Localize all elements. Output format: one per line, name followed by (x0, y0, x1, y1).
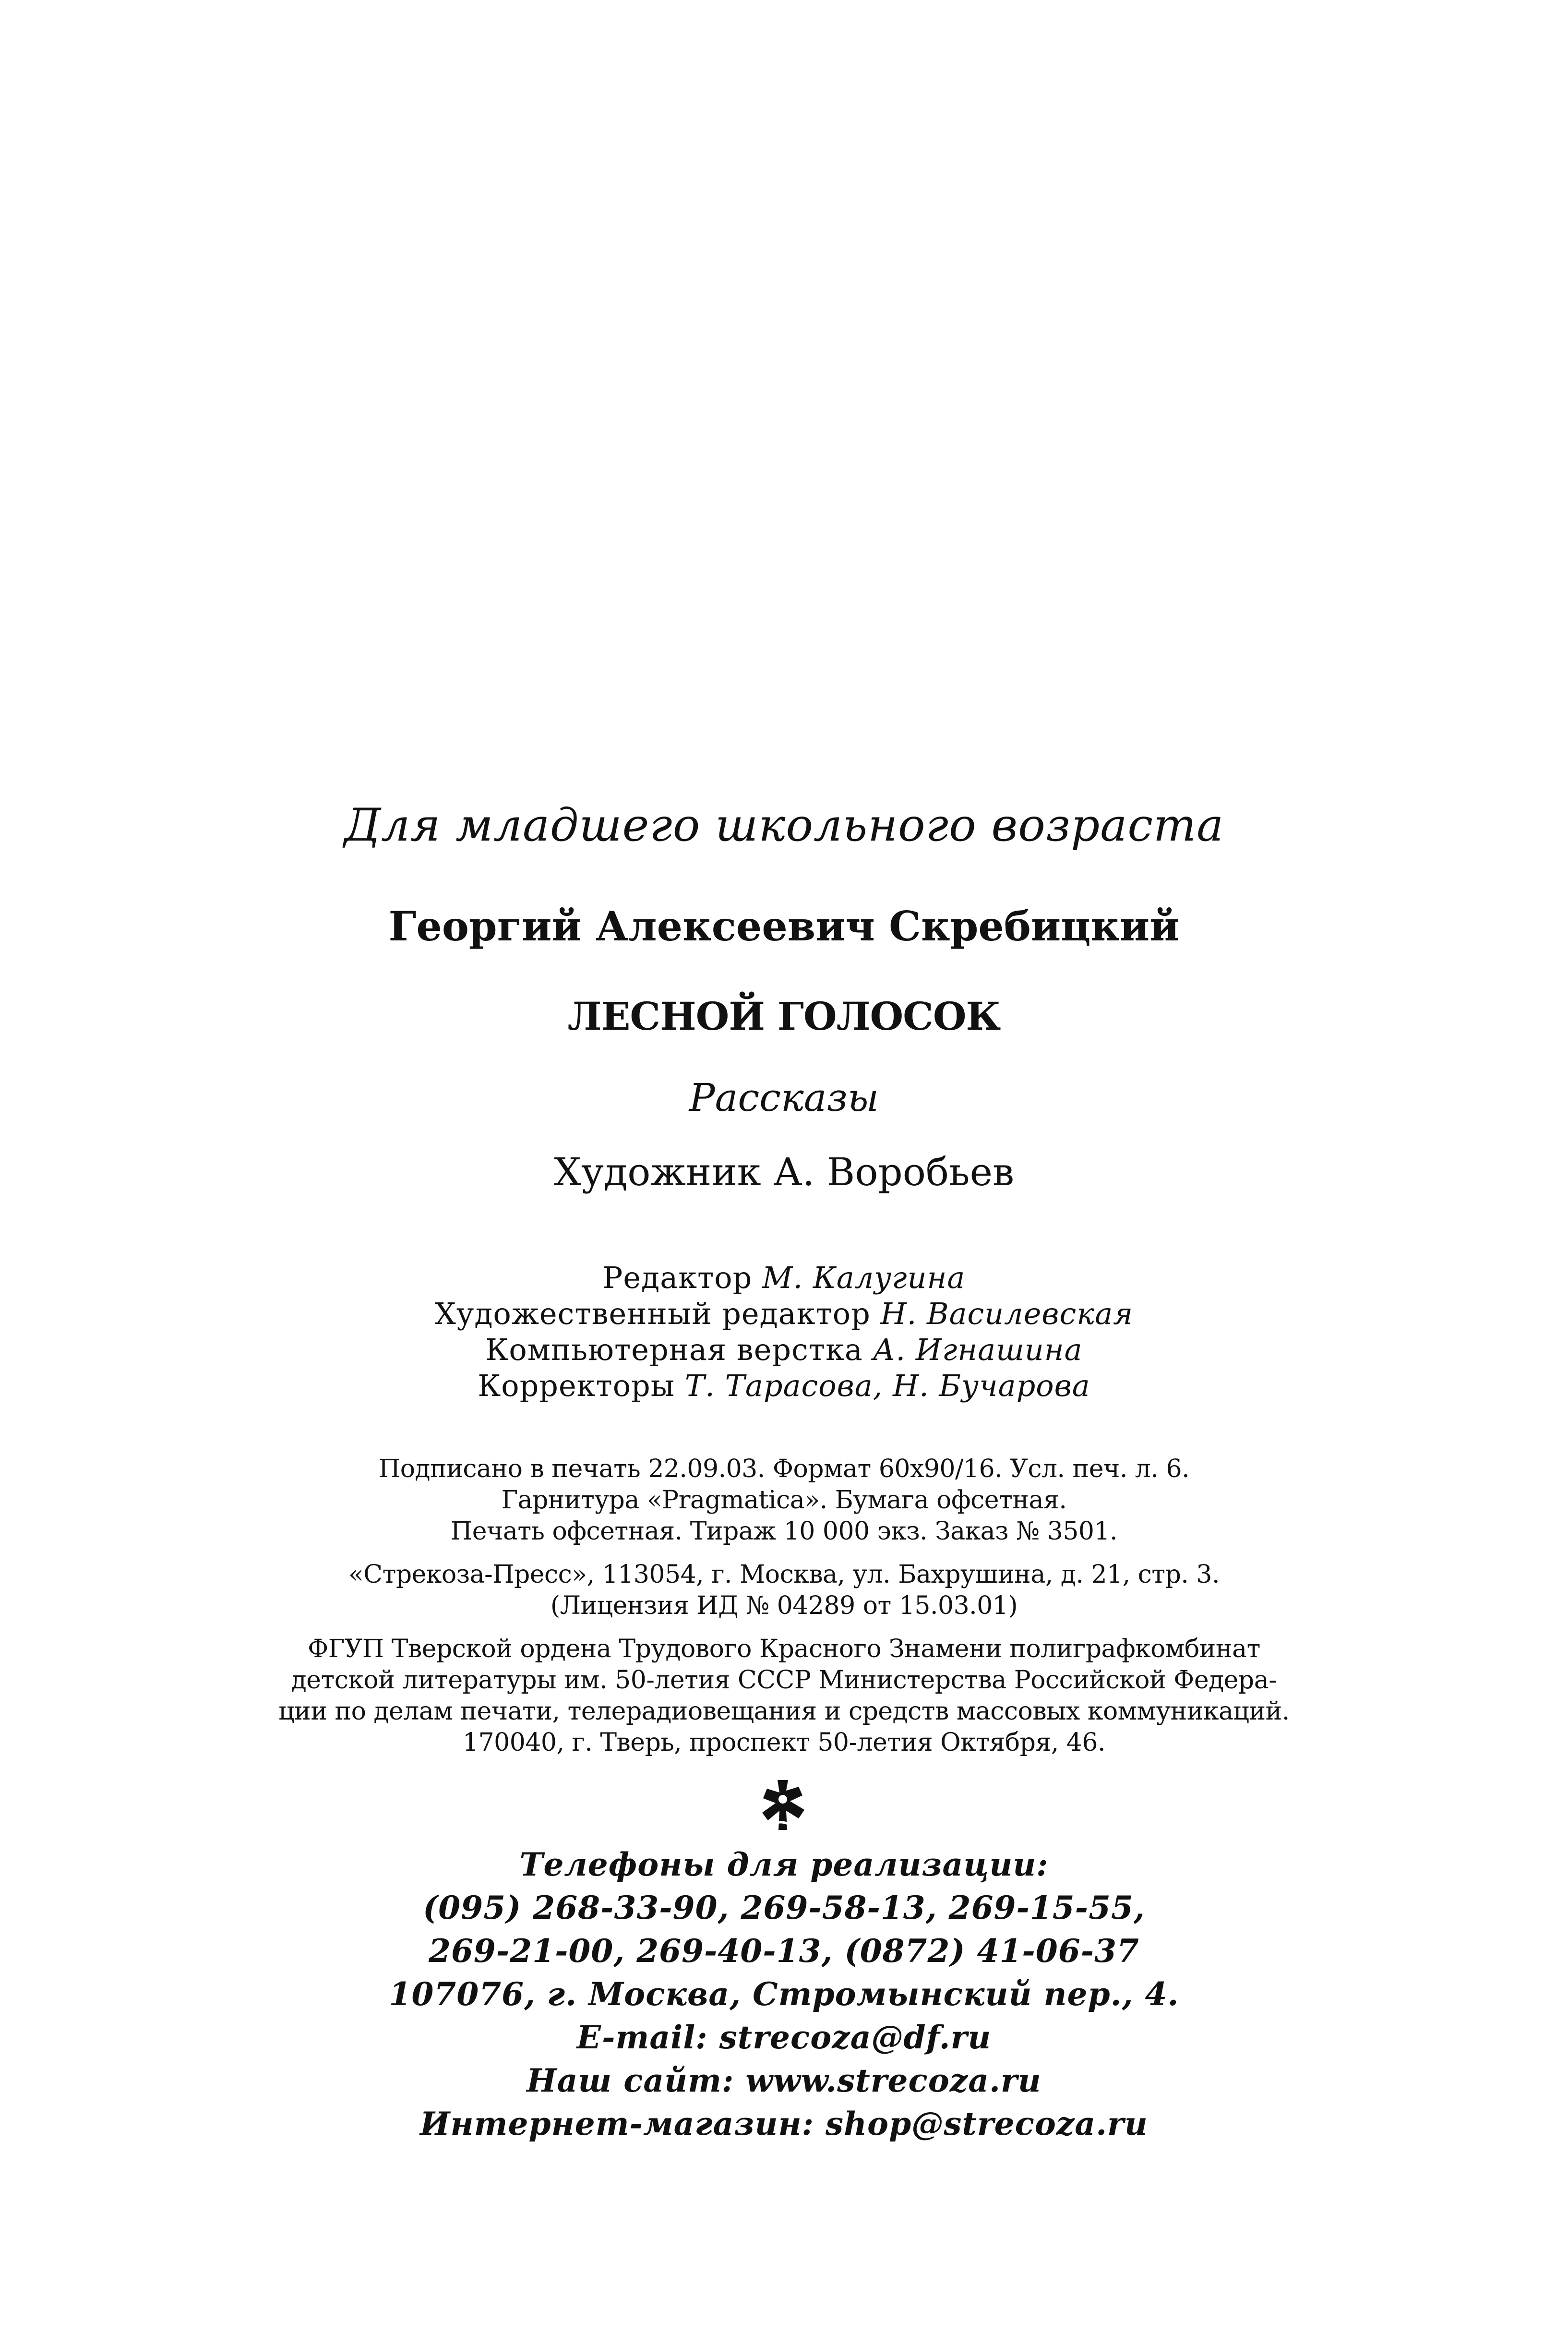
credit-person: А. Игнашина (873, 1332, 1083, 1367)
contact-heading: Телефоны для реализации: (519, 1846, 1049, 1883)
audience-note: Для младшего школьного возраста (344, 799, 1224, 852)
credit-role: Редактор (602, 1260, 753, 1295)
dragonfly-logo-icon (758, 1776, 811, 1834)
publisher-license: (Лицензия ИД № 04289 от 15.03.01) (550, 1591, 1018, 1620)
contact-shop: Интернет-магазин: shop@strecoza.ru (420, 2105, 1148, 2142)
contact-email: E-mail: strecoza@df.ru (576, 2019, 992, 2056)
contact-phones: (095) 268-33-90, 269-58-13, 269-15-55, (423, 1889, 1145, 1926)
print-info-line: Печать офсетная. Тираж 10 000 экз. Заказ № 3501. (450, 1517, 1118, 1546)
credit-line (0, 1260, 1568, 1295)
print-info-line: Подписано в печать 22.09.03. Формат 60x90/16. Усл. печ. л. 6. (378, 1455, 1190, 1483)
contact-website: Наш сайт: www.strecoza.ru (527, 2062, 1041, 2099)
contact-address: 107076, г. Москва, Стромынский пер., 4. (389, 1975, 1179, 2013)
credit-role: Корректоры (478, 1368, 675, 1403)
credit-line (0, 1296, 1568, 1331)
credit-role: Художественный редактор (434, 1296, 871, 1331)
printer-line: ции по делам печати, телерадиовещания и средств массовых коммуникаций. (278, 1697, 1290, 1726)
credit-line (0, 1368, 1568, 1403)
credit-role: Компьютерная верстка (485, 1332, 863, 1367)
credit-person: М. Калугина (762, 1260, 966, 1295)
contact-phones: 269-21-00, 269-40-13, (0872) 41-06-37 (429, 1932, 1139, 1970)
printer-address: 170040, г. Тверь, проспект 50-летия Октября, 46. (462, 1728, 1106, 1757)
credit-person: Т. Тарасова, Н. Бучарова (684, 1368, 1090, 1403)
publisher-line: «Стрекоза-Пресс», 113054, г. Москва, ул. Бахрушина, д. 21, стр. 3. (348, 1560, 1220, 1589)
print-info-line: Гарнитура «Pragmatica». Бумага офсетная. (501, 1486, 1067, 1515)
artist-credit: Художник А. Воробьев (554, 1150, 1014, 1194)
printer-line: ФГУП Тверской ордена Трудового Красного Знамени полиграфкомбинат (308, 1635, 1260, 1663)
printer-line: детской литературы им. 50-летия СССР Министерства Российской Федера- (291, 1666, 1277, 1695)
book-title: ЛЕСНОЙ ГОЛОСОК (567, 994, 1001, 1039)
book-genre: Рассказы (689, 1075, 879, 1120)
credit-line (0, 1332, 1568, 1367)
author-name: Георгий Алексеевич Скребицкий (388, 902, 1180, 950)
credit-person: Н. Василевская (880, 1296, 1134, 1331)
